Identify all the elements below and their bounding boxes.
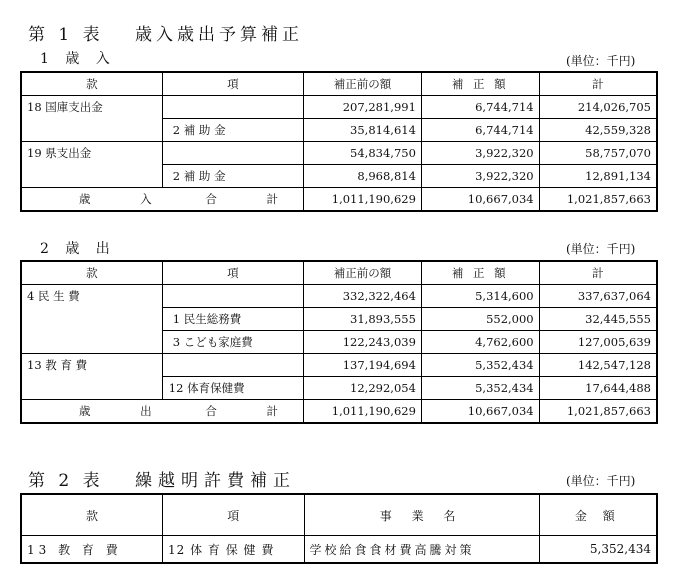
- col-kan-header: 款: [21, 261, 162, 285]
- adjust-cell: 6,744,714: [421, 96, 539, 119]
- table2-title: 繰越明許費補正: [135, 471, 297, 491]
- before-cell: 12,292,054: [304, 377, 422, 400]
- kan-cell: 13 教 育 費: [21, 536, 163, 564]
- kou-cell: [162, 96, 303, 119]
- kan-cell: [21, 331, 162, 354]
- adjust-cell: 552,000: [421, 308, 539, 331]
- adjust-cell: 6,744,714: [421, 119, 539, 142]
- total-cell: 127,005,639: [539, 331, 657, 354]
- section-expenditure-label: 2 歳 出: [40, 241, 116, 257]
- section-expenditure-unit: (単位：千円): [566, 242, 636, 256]
- kan-cell: [21, 377, 162, 400]
- before-cell: 137,194,694: [304, 354, 422, 377]
- col-project-header: 事 業 名: [304, 494, 539, 536]
- carryover-table: [20, 493, 658, 564]
- total-cell: 32,445,555: [539, 308, 657, 331]
- kou-cell: 1 民生総務費: [162, 308, 303, 331]
- before-cell: 122,243,039: [304, 331, 422, 354]
- kou-cell: [162, 142, 303, 165]
- expenditure-table: [20, 260, 658, 424]
- table2-label: 第 2 表: [28, 471, 104, 491]
- adjust-cell: 5,352,434: [421, 354, 539, 377]
- table-row: [21, 285, 657, 308]
- before-cell: 8,968,814: [304, 165, 422, 188]
- kou-cell: 3 こども家庭費: [162, 331, 303, 354]
- kou-cell: [162, 285, 303, 308]
- table-row: [21, 308, 657, 331]
- adjust-cell: 5,352,434: [421, 377, 539, 400]
- kan-cell: [21, 119, 162, 142]
- col-kou-header: 項: [162, 72, 303, 96]
- kan-cell: [21, 165, 162, 188]
- table1-title: 歳入歳出予算補正: [135, 25, 304, 45]
- kou-cell: 12 体 育 保 健 費: [163, 536, 305, 564]
- col-before-header: 補正前の額: [304, 261, 422, 285]
- total-row: [21, 400, 657, 424]
- table-row: [21, 96, 657, 119]
- table-row: [21, 354, 657, 377]
- adjust-cell: 3,922,320: [421, 165, 539, 188]
- project-cell: 学校給食食材費高騰対策: [304, 536, 539, 564]
- total-cell: 214,026,705: [539, 96, 657, 119]
- total-label-c: 合: [205, 192, 217, 206]
- total-label-d: 計: [266, 192, 278, 206]
- col-adjust-header: 補 正 額: [421, 72, 539, 96]
- col-kan-header: 款: [21, 494, 163, 536]
- col-total-header: 計: [539, 72, 657, 96]
- total-cell: 337,637,064: [539, 285, 657, 308]
- before-cell: 207,281,991: [304, 96, 422, 119]
- kou-cell: [162, 354, 303, 377]
- kou-cell: 12 体育保健費: [162, 377, 303, 400]
- total-cell: 1,021,857,663: [539, 188, 657, 212]
- total-cell: 58,757,070: [539, 142, 657, 165]
- section-revenue-label: 1 歳 入: [40, 51, 116, 67]
- col-before-header: 補正前の額: [304, 72, 422, 96]
- kan-cell: 13 教 育 費: [21, 354, 162, 377]
- total-label-b: 出: [140, 404, 152, 418]
- total-label-cell: [21, 400, 304, 424]
- table-row: [21, 377, 657, 400]
- kan-cell: 18 国庫支出金: [21, 96, 162, 119]
- before-cell: 1,011,190,629: [304, 400, 422, 424]
- table-row: [21, 165, 657, 188]
- table-row: [21, 142, 657, 165]
- before-cell: 54,834,750: [304, 142, 422, 165]
- total-label-d: 計: [266, 404, 278, 418]
- total-cell: 1,021,857,663: [539, 400, 657, 424]
- adjust-cell: 3,922,320: [421, 142, 539, 165]
- table-row: [21, 119, 657, 142]
- table1-label: 第 1 表: [28, 25, 104, 45]
- total-cell: 42,559,328: [539, 119, 657, 142]
- table-row: [21, 536, 657, 564]
- total-label-a: 歳: [79, 192, 91, 206]
- adjust-cell: 4,762,600: [421, 331, 539, 354]
- adjust-cell: 10,667,034: [421, 188, 539, 212]
- kan-cell: [21, 308, 162, 331]
- table-row: [21, 331, 657, 354]
- before-cell: 31,893,555: [304, 308, 422, 331]
- total-cell: 17,644,488: [539, 377, 657, 400]
- col-kou-header: 項: [163, 494, 305, 536]
- col-kan-header: 款: [21, 72, 162, 96]
- table1-heading: [28, 20, 303, 45]
- kou-cell: 2 補 助 金: [162, 165, 303, 188]
- col-adjust-header: 補 正 額: [421, 261, 539, 285]
- revenue-table: [20, 71, 658, 212]
- kou-cell: 2 補 助 金: [162, 119, 303, 142]
- total-label-b: 入: [140, 192, 152, 206]
- before-cell: 35,814,614: [304, 119, 422, 142]
- adjust-cell: 10,667,034: [421, 400, 539, 424]
- before-cell: 1,011,190,629: [304, 188, 422, 212]
- total-label-cell: [21, 188, 304, 212]
- kan-cell: 19 県支出金: [21, 142, 162, 165]
- total-row: [21, 188, 657, 212]
- total-cell: 12,891,134: [539, 165, 657, 188]
- col-total-header: 計: [539, 261, 657, 285]
- col-kou-header: 項: [162, 261, 303, 285]
- table2-heading: [28, 466, 296, 491]
- total-cell: 142,547,128: [539, 354, 657, 377]
- total-label-a: 歳: [79, 404, 91, 418]
- total-label-c: 合: [205, 404, 217, 418]
- amount-cell: 5,352,434: [539, 536, 657, 564]
- revenue-header-row: [21, 72, 657, 96]
- kan-cell: 4 民 生 費: [21, 285, 162, 308]
- adjust-cell: 5,314,600: [421, 285, 539, 308]
- section-revenue-unit: (単位：千円): [566, 54, 636, 68]
- expenditure-header-row: [21, 261, 657, 285]
- before-cell: 332,322,464: [304, 285, 422, 308]
- table2-unit: (単位：千円): [566, 474, 636, 488]
- col-amount-header: 金 額: [539, 494, 657, 536]
- carryover-header-row: [21, 494, 657, 536]
